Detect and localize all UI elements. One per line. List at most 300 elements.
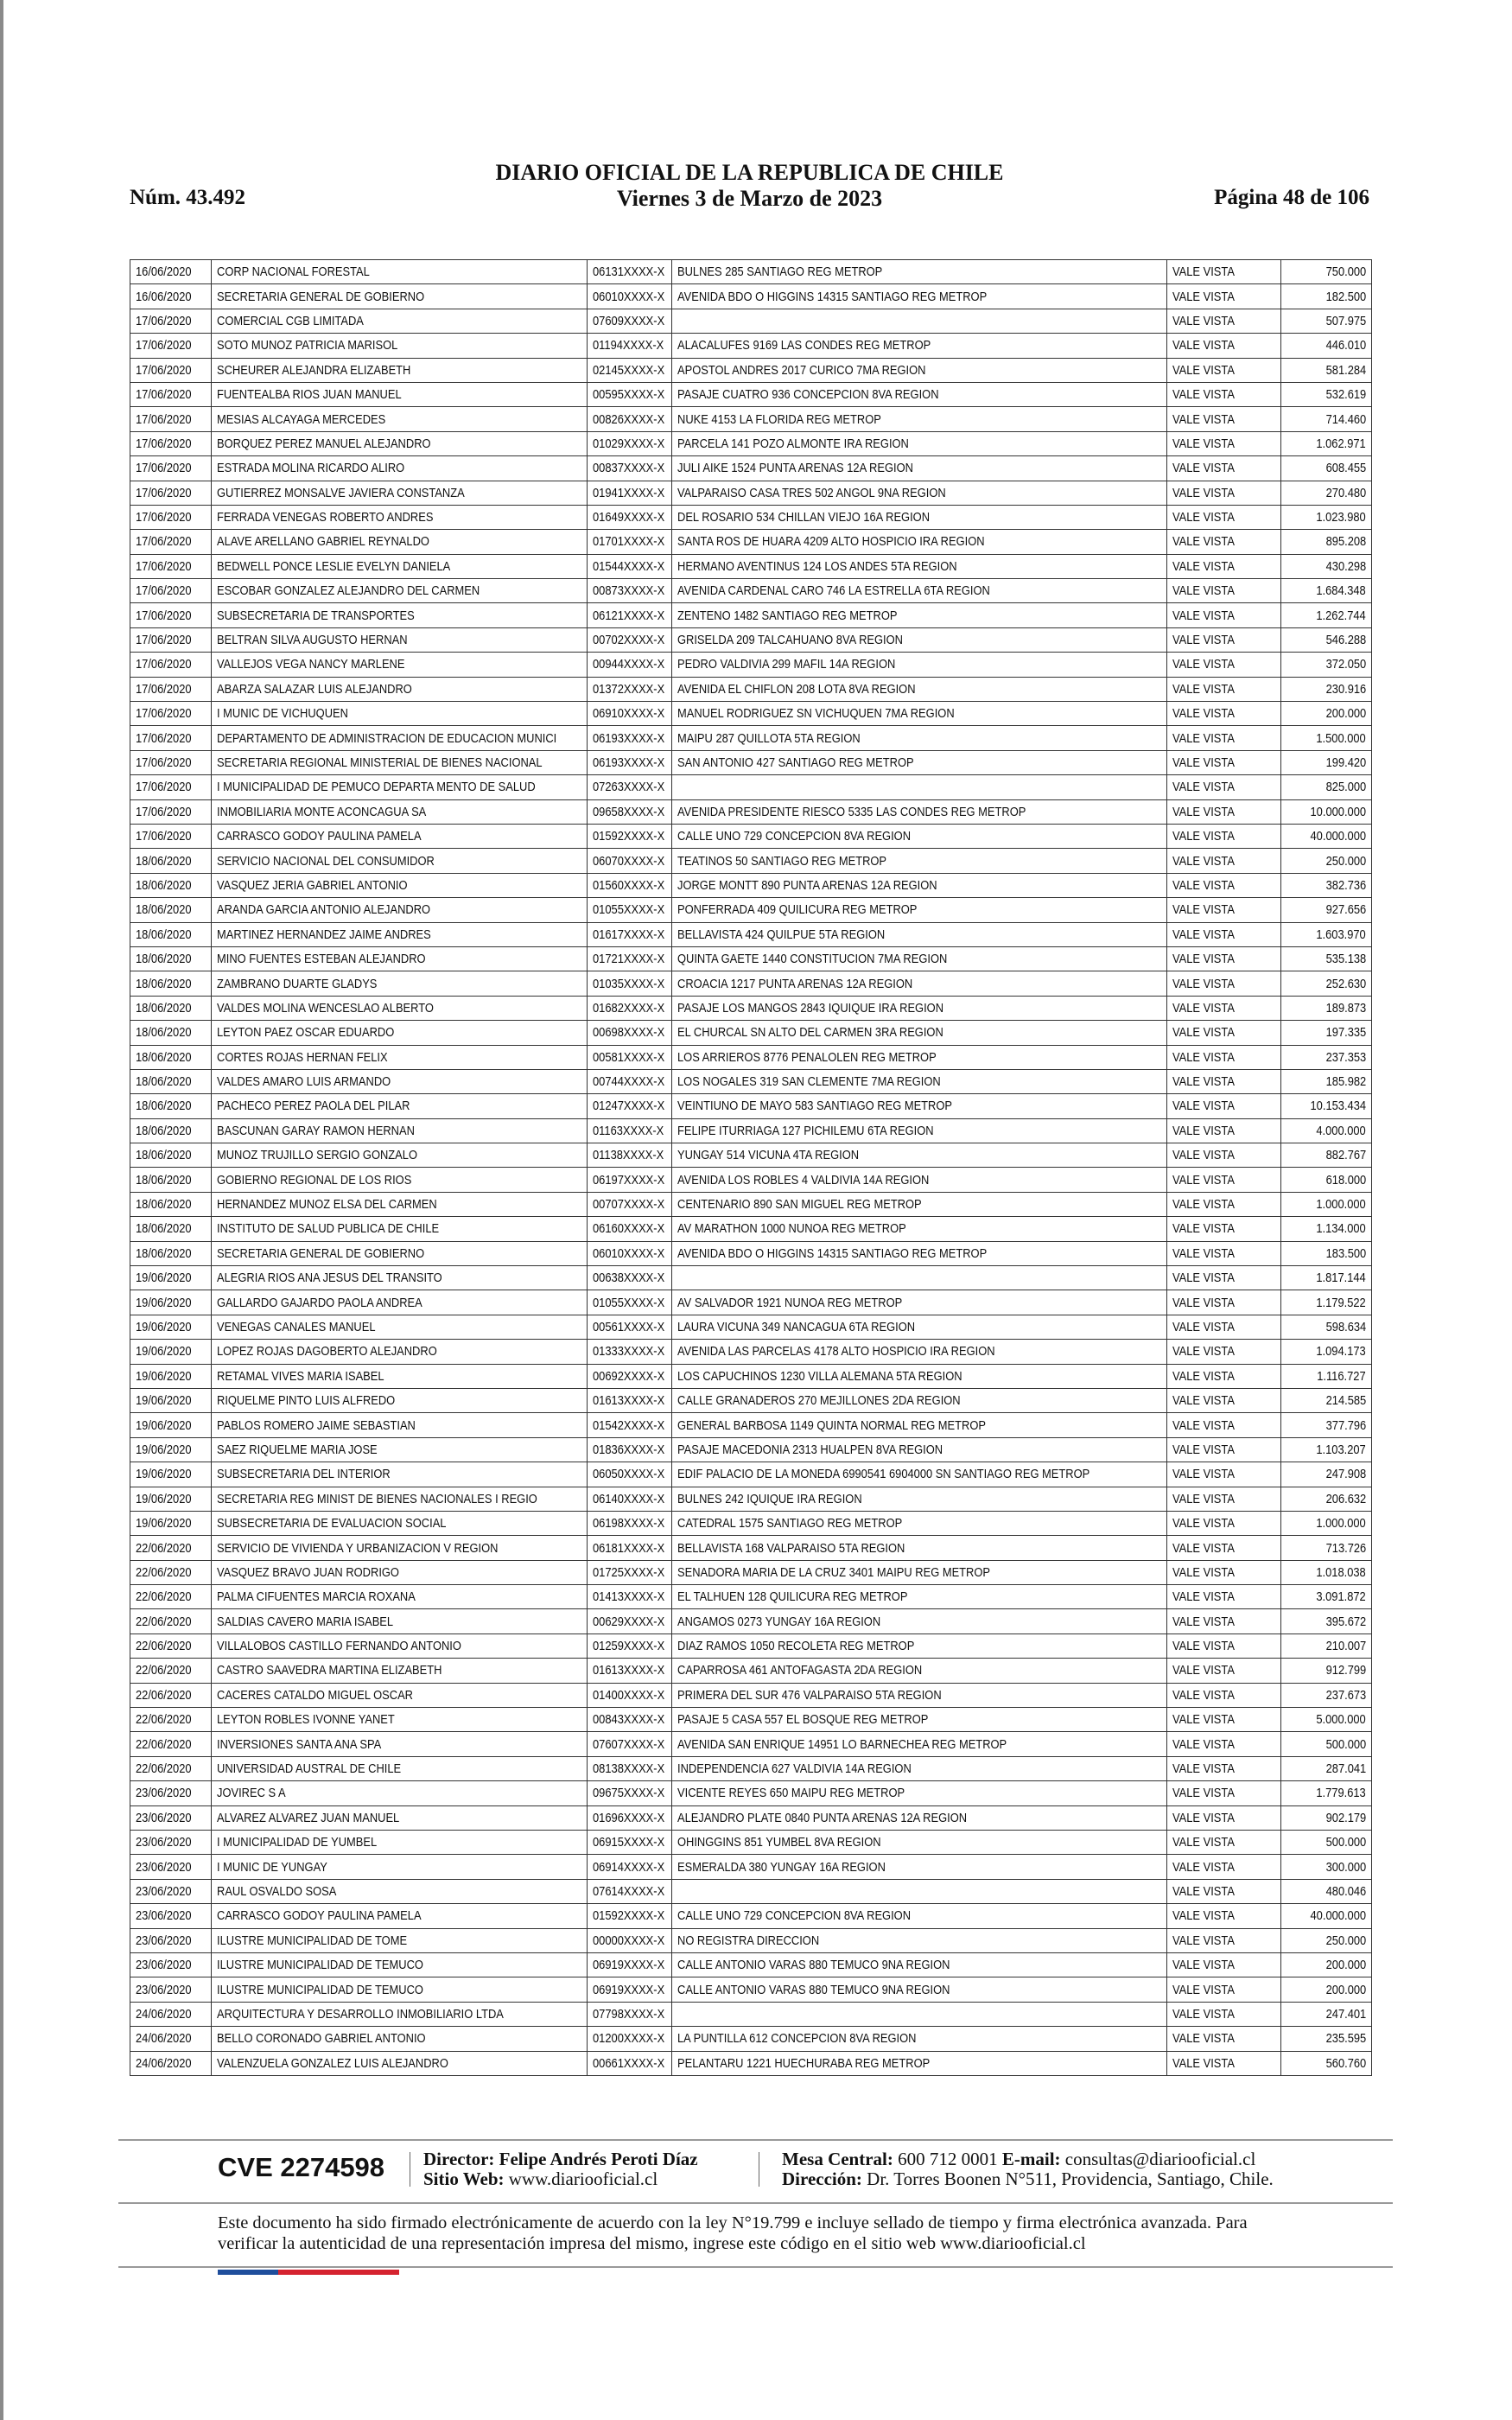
address-cell — [672, 653, 1167, 677]
date-cell — [130, 431, 212, 455]
amount-cell — [1281, 1831, 1372, 1855]
method-cell — [1167, 1241, 1281, 1265]
name-cell-text: JOVIREC S A — [217, 1786, 286, 1801]
name-cell-text: SALDIAS CAVERO MARIA ISABEL — [217, 1614, 394, 1629]
amount-cell — [1281, 1879, 1372, 1903]
rut-cell — [588, 1069, 672, 1093]
rut-cell — [588, 554, 672, 578]
amount-cell-text: 183.500 — [1325, 1245, 1366, 1261]
amount-cell-text: 200.000 — [1325, 1982, 1366, 1997]
address-cell-text: SENADORA MARIA DE LA CRUZ 3401 MAIPU REG METROP — [677, 1564, 991, 1580]
date-cell-text: 18/06/2020 — [136, 1245, 192, 1261]
date-cell-text: 17/06/2020 — [136, 804, 192, 819]
rut-cell — [588, 1021, 672, 1045]
address-cell — [672, 922, 1167, 946]
method-cell-text: VALE VISTA — [1172, 1564, 1235, 1580]
address-cell — [672, 1069, 1167, 1093]
address-cell — [672, 2051, 1167, 2075]
name-cell-text: ILUSTRE MUNICIPALIDAD DE TEMUCO — [217, 1982, 423, 1997]
name-cell-text: SERVICIO DE VIVIENDA Y URBANIZACION V REGION — [217, 1540, 499, 1556]
name-cell-text: VASQUEZ BRAVO JUAN RODRIGO — [217, 1564, 399, 1580]
rut-cell — [588, 481, 672, 505]
date-cell — [130, 1585, 212, 1609]
rut-cell — [588, 1708, 672, 1732]
method-cell — [1167, 1045, 1281, 1069]
address-cell — [672, 1192, 1167, 1216]
name-cell — [212, 1609, 588, 1634]
name-cell — [212, 1928, 588, 1952]
table-row — [130, 971, 1372, 996]
address-cell — [672, 309, 1167, 333]
date-cell-text: 19/06/2020 — [136, 1491, 192, 1506]
date-cell — [130, 1977, 212, 2002]
date-cell — [130, 824, 212, 848]
date-cell-text: 19/06/2020 — [136, 1344, 192, 1360]
amount-cell-text: 895.208 — [1325, 534, 1366, 550]
site-link[interactable]: www.diariooficial.cl — [508, 2168, 658, 2189]
date-cell — [130, 1560, 212, 1584]
table-row — [130, 775, 1372, 799]
address-cell — [672, 799, 1167, 824]
date-cell — [130, 1855, 212, 1879]
date-cell — [130, 1266, 212, 1290]
rut-cell — [588, 1143, 672, 1168]
date-cell — [130, 1756, 212, 1780]
date-cell — [130, 873, 212, 897]
method-cell — [1167, 750, 1281, 774]
rut-cell-text: 00698XXXX-X — [593, 1025, 665, 1041]
date-cell — [130, 1831, 212, 1855]
name-cell — [212, 1487, 588, 1511]
amount-cell — [1281, 382, 1372, 406]
rut-cell — [588, 1462, 672, 1487]
date-cell — [130, 579, 212, 603]
address-cell-text: DIAZ RAMOS 1050 RECOLETA REG METROP — [677, 1639, 915, 1654]
amount-cell — [1281, 456, 1372, 481]
rut-cell-text: 00837XXXX-X — [593, 461, 665, 476]
rut-cell-text: 01696XXXX-X — [593, 1810, 665, 1825]
method-cell-text: VALE VISTA — [1172, 681, 1235, 697]
amount-cell-text: 532.619 — [1325, 387, 1366, 403]
table-row — [130, 1069, 1372, 1093]
date-cell-text: 22/06/2020 — [136, 1540, 192, 1556]
date-cell — [130, 1388, 212, 1412]
amount-cell — [1281, 431, 1372, 455]
date-cell — [130, 1340, 212, 1364]
rut-cell — [588, 775, 672, 799]
address-cell — [672, 1781, 1167, 1805]
method-cell — [1167, 1634, 1281, 1658]
rut-cell — [588, 1266, 672, 1290]
rut-cell — [588, 407, 672, 431]
rut-cell-text: 01542XXXX-X — [593, 1417, 665, 1433]
rut-cell-text: 00629XXXX-X — [593, 1614, 665, 1629]
amount-cell-text: 446.010 — [1325, 338, 1366, 353]
rut-cell — [588, 653, 672, 677]
address-cell — [672, 1708, 1167, 1732]
name-cell-text: DEPARTAMENTO DE ADMINISTRACION DE EDUCACION MUNICI — [217, 730, 557, 746]
address-cell — [672, 1364, 1167, 1388]
date-cell-text: 18/06/2020 — [136, 1172, 192, 1188]
address-cell-text: CALLE GRANADEROS 270 MEJILLONES 2DA REGION — [677, 1393, 961, 1409]
name-cell-text: MARTINEZ HERNANDEZ JAIME ANDRES — [217, 927, 431, 942]
director-block — [423, 2149, 698, 2189]
method-cell-text: VALE VISTA — [1172, 362, 1235, 378]
director-name: Felipe Andrés Peroti Díaz — [499, 2149, 698, 2169]
amount-cell-text: 372.050 — [1325, 657, 1366, 672]
name-cell — [212, 1952, 588, 1977]
table-row — [130, 946, 1372, 971]
amount-cell — [1281, 1021, 1372, 1045]
date-cell-text: 19/06/2020 — [136, 1295, 192, 1310]
name-cell — [212, 898, 588, 922]
amount-cell — [1281, 1560, 1372, 1584]
email-link[interactable]: consultas@diariooficial.cl — [1064, 2149, 1256, 2169]
name-cell — [212, 603, 588, 627]
date-cell-text: 24/06/2020 — [136, 2055, 192, 2071]
date-cell-text: 18/06/2020 — [136, 927, 192, 942]
method-cell-text: VALE VISTA — [1172, 1786, 1235, 1801]
amount-cell — [1281, 2002, 1372, 2026]
amount-cell-text: 10.153.434 — [1310, 1099, 1366, 1114]
amount-cell — [1281, 677, 1372, 701]
address-cell — [672, 726, 1167, 750]
address-cell-text: EL TALHUEN 128 QUILICURA REG METROP — [677, 1589, 908, 1605]
method-cell — [1167, 1340, 1281, 1364]
date-cell — [130, 971, 212, 996]
amount-cell-text: 1.684.348 — [1316, 583, 1366, 599]
name-cell-text: ESTRADA MOLINA RICARDO ALIRO — [217, 461, 405, 476]
name-cell — [212, 627, 588, 652]
amount-cell-text: 200.000 — [1325, 706, 1366, 722]
method-cell-text: VALE VISTA — [1172, 1025, 1235, 1041]
rut-cell — [588, 1315, 672, 1339]
rut-cell-text: 01560XXXX-X — [593, 877, 665, 893]
amount-cell-text: 250.000 — [1325, 853, 1366, 869]
amount-cell-text: 430.298 — [1325, 558, 1366, 574]
method-cell-text: VALE VISTA — [1172, 1319, 1235, 1334]
method-cell-text: VALE VISTA — [1172, 804, 1235, 819]
rut-cell-text: 07798XXXX-X — [593, 2006, 665, 2022]
date-cell — [130, 505, 212, 529]
amount-cell — [1281, 1855, 1372, 1879]
method-cell-text: VALE VISTA — [1172, 1736, 1235, 1752]
method-cell — [1167, 309, 1281, 333]
rut-cell-text: 06915XXXX-X — [593, 1835, 665, 1850]
table-row — [130, 1831, 1372, 1855]
method-cell-text: VALE VISTA — [1172, 411, 1235, 427]
name-cell — [212, 1045, 588, 1069]
date-cell — [130, 334, 212, 358]
rut-cell-text: 06131XXXX-X — [593, 264, 665, 280]
date-cell-text: 17/06/2020 — [136, 461, 192, 476]
method-cell — [1167, 505, 1281, 529]
amount-cell-text: 1.817.144 — [1316, 1270, 1366, 1286]
name-cell — [212, 677, 588, 701]
method-cell — [1167, 1168, 1281, 1192]
address-cell-text: HERMANO AVENTINUS 124 LOS ANDES 5TA REGION — [677, 558, 957, 574]
name-cell — [212, 1659, 588, 1683]
address-cell — [672, 2027, 1167, 2051]
name-cell — [212, 358, 588, 382]
name-cell — [212, 2027, 588, 2051]
address-cell — [672, 284, 1167, 309]
date-cell-text: 18/06/2020 — [136, 902, 192, 918]
address-cell-text: CENTENARIO 890 SAN MIGUEL REG METROP — [677, 1197, 922, 1213]
address-cell — [672, 1143, 1167, 1168]
method-cell-text: VALE VISTA — [1172, 1810, 1235, 1825]
name-cell-text: BELLO CORONADO GABRIEL ANTONIO — [217, 2031, 426, 2047]
rut-cell-text: 06121XXXX-X — [593, 608, 665, 623]
date-cell — [130, 1143, 212, 1168]
amount-cell-text: 1.023.980 — [1316, 510, 1366, 525]
footer-top-rule — [118, 2139, 1393, 2141]
method-cell — [1167, 1585, 1281, 1609]
address-cell-text: BELLAVISTA 424 QUILPUE 5TA REGION — [677, 927, 886, 942]
method-cell — [1167, 1732, 1281, 1756]
name-cell — [212, 775, 588, 799]
method-cell — [1167, 971, 1281, 996]
rut-cell-text: 00843XXXX-X — [593, 1712, 665, 1728]
date-cell-text: 19/06/2020 — [136, 1467, 192, 1482]
name-cell — [212, 922, 588, 946]
address-cell-text: EDIF PALACIO DE LA MONEDA 6990541 6904000 SN SANTIAGO REG METROP — [677, 1467, 1090, 1482]
date-cell — [130, 1462, 212, 1487]
rut-cell-text: 01617XXXX-X — [593, 927, 665, 942]
method-cell — [1167, 922, 1281, 946]
name-cell-text: PACHECO PEREZ PAOLA DEL PILAR — [217, 1099, 410, 1114]
method-cell-text: VALE VISTA — [1172, 1614, 1235, 1629]
name-cell — [212, 702, 588, 726]
date-cell — [130, 1487, 212, 1511]
address-cell — [672, 505, 1167, 529]
date-cell — [130, 1659, 212, 1683]
method-cell-text: VALE VISTA — [1172, 1172, 1235, 1188]
date-cell — [130, 1928, 212, 1952]
date-cell — [130, 481, 212, 505]
table-row — [130, 1879, 1372, 1903]
name-cell-text: CORP NACIONAL FORESTAL — [217, 264, 370, 280]
rut-cell-text: 00944XXXX-X — [593, 657, 665, 672]
amount-cell — [1281, 1315, 1372, 1339]
name-cell — [212, 1118, 588, 1143]
method-cell-text: VALE VISTA — [1172, 1933, 1235, 1948]
amount-cell-text: 750.000 — [1325, 264, 1366, 280]
name-cell-text: PABLOS ROMERO JAIME SEBASTIAN — [217, 1417, 416, 1433]
address-cell-text: APOSTOL ANDRES 2017 CURICO 7MA REGION — [677, 362, 926, 378]
name-cell-text: SECRETARIA GENERAL DE GOBIERNO — [217, 1245, 425, 1261]
rut-cell-text: 00873XXXX-X — [593, 583, 665, 599]
amount-cell — [1281, 1340, 1372, 1364]
amount-cell — [1281, 260, 1372, 284]
address-cell — [672, 1487, 1167, 1511]
address-cell-text: PRIMERA DEL SUR 476 VALPARAISO 5TA REGION — [677, 1687, 942, 1703]
rut-cell — [588, 456, 672, 481]
amount-cell-text: 608.455 — [1325, 461, 1366, 476]
amount-cell — [1281, 1069, 1372, 1093]
date-cell-text: 17/06/2020 — [136, 780, 192, 795]
address-cell-text: GRISELDA 209 TALCAHUANO 8VA REGION — [677, 633, 903, 648]
name-cell-text: ABARZA SALAZAR LUIS ALEJANDRO — [217, 681, 412, 697]
rut-cell-text: 01701XXXX-X — [593, 534, 665, 550]
date-cell — [130, 996, 212, 1020]
name-cell — [212, 1241, 588, 1265]
rut-cell-text: 06198XXXX-X — [593, 1516, 665, 1532]
date-cell-text: 19/06/2020 — [136, 1516, 192, 1532]
date-cell-text: 17/06/2020 — [136, 387, 192, 403]
table-row — [130, 1904, 1372, 1928]
rut-cell — [588, 1241, 672, 1265]
address-cell-text: BULNES 285 SANTIAGO REG METROP — [677, 264, 883, 280]
rut-cell — [588, 358, 672, 382]
name-cell — [212, 946, 588, 971]
method-cell — [1167, 1952, 1281, 1977]
method-cell — [1167, 1536, 1281, 1560]
method-cell — [1167, 2051, 1281, 2075]
table-row — [130, 1021, 1372, 1045]
amount-cell — [1281, 530, 1372, 554]
address-cell-text: PASAJE LOS MANGOS 2843 IQUIQUE IRA REGION — [677, 1000, 944, 1016]
amount-cell — [1281, 1977, 1372, 2002]
rut-cell — [588, 922, 672, 946]
method-cell-text: VALE VISTA — [1172, 1761, 1235, 1777]
name-cell — [212, 579, 588, 603]
table-row — [130, 1659, 1372, 1683]
date-cell-text: 22/06/2020 — [136, 1687, 192, 1703]
page-indicator: Página 48 de 106 — [1214, 186, 1369, 209]
table-row — [130, 750, 1372, 774]
table-row — [130, 1928, 1372, 1952]
name-cell — [212, 382, 588, 406]
amount-cell — [1281, 971, 1372, 996]
method-cell — [1167, 627, 1281, 652]
method-cell-text: VALE VISTA — [1172, 952, 1235, 967]
address-cell-text: AVENIDA SAN ENRIQUE 14951 LO BARNECHEA REG METROP — [677, 1736, 1007, 1752]
method-cell — [1167, 1266, 1281, 1290]
method-cell — [1167, 1609, 1281, 1634]
address-cell — [672, 481, 1167, 505]
address-cell-text: PEDRO VALDIVIA 299 MAFIL 14A REGION — [677, 657, 896, 672]
date-cell — [130, 260, 212, 284]
date-cell — [130, 1879, 212, 1903]
date-cell — [130, 1904, 212, 1928]
table-row — [130, 1340, 1372, 1364]
date-cell — [130, 750, 212, 774]
amount-cell — [1281, 775, 1372, 799]
name-cell-text: VALENZUELA GONZALEZ LUIS ALEJANDRO — [217, 2055, 448, 2071]
address-cell — [672, 824, 1167, 848]
method-cell — [1167, 554, 1281, 578]
date-cell — [130, 1413, 212, 1437]
amount-cell-text: 206.632 — [1325, 1491, 1366, 1506]
table-row — [130, 1732, 1372, 1756]
address-cell-text: EL CHURCAL SN ALTO DEL CARMEN 3RA REGION — [677, 1025, 943, 1041]
rut-cell — [588, 1831, 672, 1855]
rut-cell-text: 01544XXXX-X — [593, 558, 665, 574]
rut-cell — [588, 1487, 672, 1511]
address-cell-text: FELIPE ITURRIAGA 127 PICHILEMU 6TA REGION — [677, 1123, 934, 1138]
address-cell — [672, 1805, 1167, 1830]
address-cell-text: CALLE ANTONIO VARAS 880 TEMUCO 9NA REGION — [677, 1982, 950, 1997]
amount-cell-text: 927.656 — [1325, 902, 1366, 918]
method-cell-text: VALE VISTA — [1172, 338, 1235, 353]
address-cell-text: ESMERALDA 380 YUNGAY 16A REGION — [677, 1859, 886, 1875]
amount-cell — [1281, 824, 1372, 848]
rut-cell-text: 00581XXXX-X — [593, 1049, 665, 1065]
address-cell — [672, 1536, 1167, 1560]
publication-date: Viernes 3 de Marzo de 2023 — [616, 186, 883, 211]
name-cell — [212, 824, 588, 848]
date-cell — [130, 677, 212, 701]
date-cell — [130, 1118, 212, 1143]
amount-cell — [1281, 284, 1372, 309]
address-cell — [672, 873, 1167, 897]
date-cell-text: 17/06/2020 — [136, 730, 192, 746]
amount-cell — [1281, 726, 1372, 750]
amount-cell-text: 581.284 — [1325, 362, 1366, 378]
flag-blue-segment — [218, 2270, 278, 2275]
rut-cell — [588, 1340, 672, 1364]
table-row — [130, 382, 1372, 406]
address-cell-text: DEL ROSARIO 534 CHILLAN VIEJO 16A REGION — [677, 510, 931, 525]
date-cell-text: 23/06/2020 — [136, 1835, 192, 1850]
amount-cell-text: 1.116.727 — [1317, 1368, 1366, 1384]
name-cell-text: SECRETARIA REG MINIST DE BIENES NACIONALES I REGIO — [217, 1491, 537, 1506]
date-cell — [130, 1021, 212, 1045]
rut-cell — [588, 382, 672, 406]
amount-cell — [1281, 481, 1372, 505]
name-cell — [212, 1388, 588, 1412]
address-cell-text: NUKE 4153 LA FLORIDA REG METROP — [677, 411, 881, 427]
name-cell-text: VALDES MOLINA WENCESLAO ALBERTO — [217, 1000, 434, 1016]
name-cell — [212, 456, 588, 481]
date-cell-text: 17/06/2020 — [136, 583, 192, 599]
method-cell-text: VALE VISTA — [1172, 1442, 1235, 1457]
address-cell-text: ALACALUFES 9169 LAS CONDES REG METROP — [677, 338, 931, 353]
table-row — [130, 653, 1372, 677]
email-label: E-mail: — [1001, 2149, 1061, 2169]
date-cell-text: 22/06/2020 — [136, 1614, 192, 1629]
address-cell — [672, 1732, 1167, 1756]
table-row — [130, 1045, 1372, 1069]
footer-bottom-rule — [118, 2266, 1393, 2268]
address-cell-text: VEINTIUNO DE MAYO 583 SANTIAGO REG METROP — [677, 1099, 953, 1114]
table-row — [130, 2002, 1372, 2026]
amount-cell-text: 825.000 — [1325, 780, 1366, 795]
address-cell-text: PASAJE 5 CASA 557 EL BOSQUE REG METROP — [677, 1712, 929, 1728]
address-cell-text: MANUEL RODRIGUEZ SN VICHUQUEN 7MA REGION — [677, 706, 955, 722]
amount-cell-text: 10.000.000 — [1310, 804, 1366, 819]
rut-cell — [588, 1536, 672, 1560]
method-cell-text: VALE VISTA — [1172, 1958, 1235, 1973]
name-cell-text: LEYTON ROBLES IVONNE YANET — [217, 1712, 395, 1728]
table-row — [130, 1413, 1372, 1437]
name-cell-text: I MUNIC DE YUNGAY — [217, 1859, 327, 1875]
method-cell-text: VALE VISTA — [1172, 1467, 1235, 1482]
name-cell-text: INMOBILIARIA MONTE ACONCAGUA SA — [217, 804, 427, 819]
rut-cell-text: 06160XXXX-X — [593, 1221, 665, 1237]
amount-cell — [1281, 702, 1372, 726]
table-row — [130, 1118, 1372, 1143]
method-cell-text: VALE VISTA — [1172, 853, 1235, 869]
amount-cell — [1281, 1241, 1372, 1265]
issue-number: Núm. 43.492 — [130, 186, 246, 209]
name-cell-text: SERVICIO NACIONAL DEL CONSUMIDOR — [217, 853, 435, 869]
amount-cell-text: 902.179 — [1325, 1810, 1366, 1825]
date-cell — [130, 309, 212, 333]
rut-cell — [588, 1437, 672, 1462]
name-cell — [212, 334, 588, 358]
